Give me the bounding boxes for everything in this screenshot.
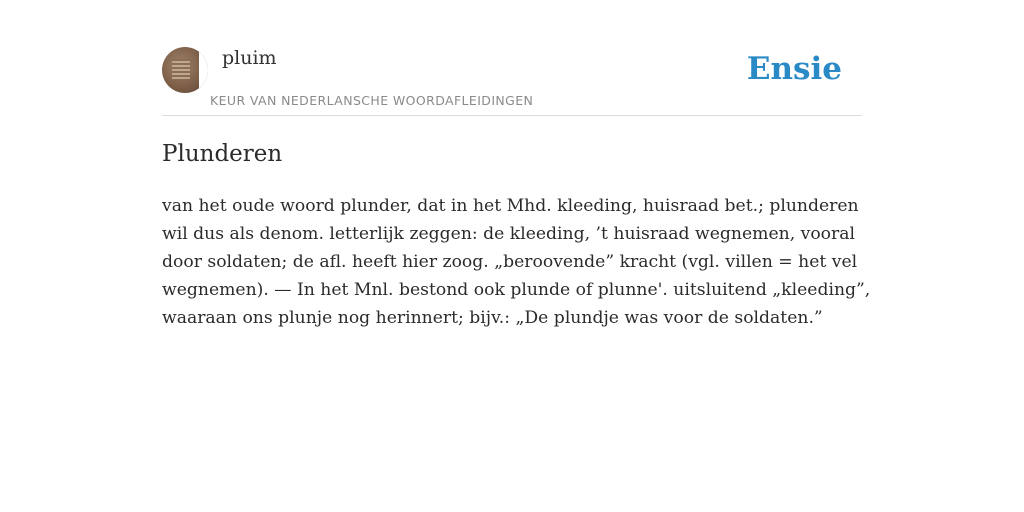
avatar-mask bbox=[199, 47, 208, 93]
author-name[interactable]: pluim bbox=[222, 47, 277, 69]
content-container bbox=[162, 0, 871, 328]
entry-header bbox=[162, 0, 862, 116]
entry-title: Plunderen bbox=[162, 141, 283, 167]
ensie-logo[interactable]: Ensie bbox=[746, 51, 842, 87]
source-name[interactable]: KEUR VAN NEDERLANSCHE WOORDAFLEIDINGEN bbox=[210, 93, 534, 108]
author-avatar-icon[interactable] bbox=[162, 47, 208, 93]
book-avatar-icon bbox=[172, 59, 190, 79]
entry-definition: van het oude woord plunder, dat in het Mhd. kleeding, huisraad bet.; plunderen wil dus als denom. letterlijk zeggen: de kleeding, ’t huisraad wegnemen, vooral door soldaten; de afl. heeft hier zoog. „beroovende” kracht (vgl. villen = het vel wegnemen). — In het Mnl. bestond ook plunde of plunne'. uitsluitend „kleeding”, waaraan ons plunje nog herinnert; bijv.: „De plundje was voor de soldaten.” bbox=[162, 196, 871, 328]
